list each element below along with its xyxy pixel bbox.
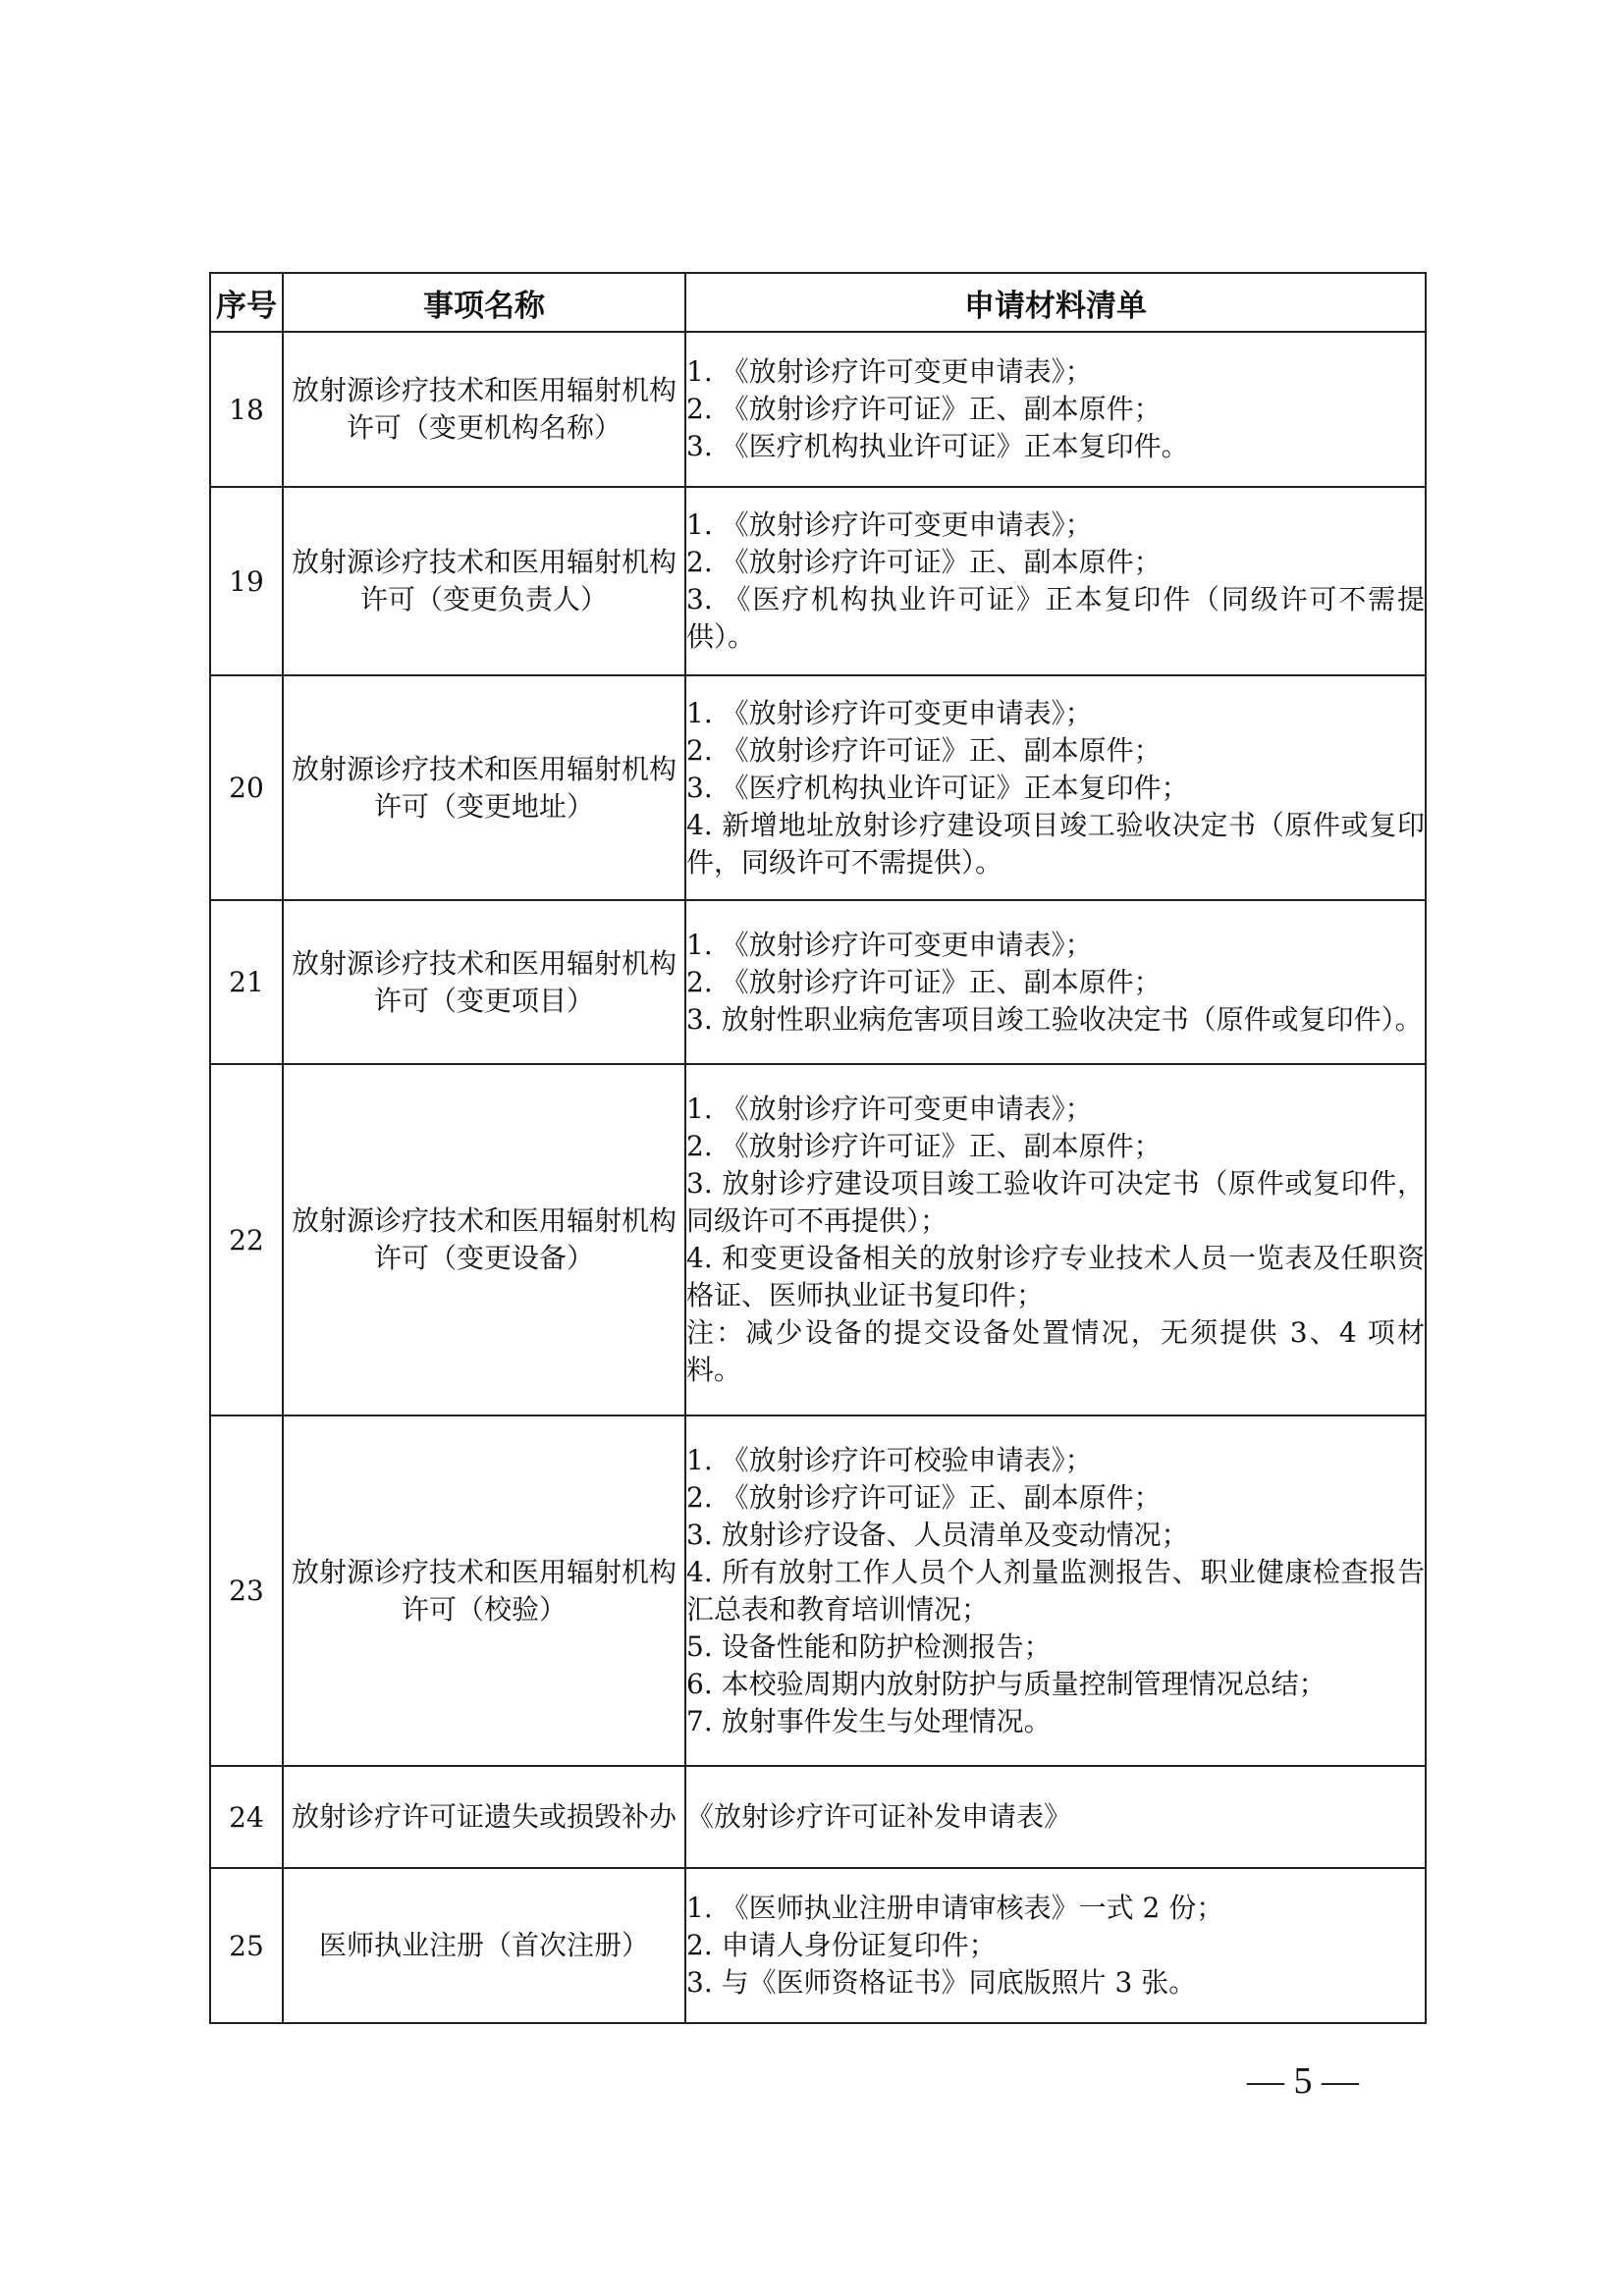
name-line: 机构许可（变更设备） bbox=[373, 1204, 677, 1274]
table-row bbox=[210, 332, 1426, 487]
material-line: 2. 申请人身份证复印件； bbox=[686, 1929, 997, 1961]
material-line: 5. 设备性能和防护检测报告； bbox=[686, 1629, 1052, 1663]
name-line: （首次注册） bbox=[484, 1929, 650, 1961]
header-name: 事项名称 bbox=[283, 273, 685, 332]
row-no: 24 bbox=[210, 1766, 283, 1868]
header-materials: 申请材料清单 bbox=[685, 273, 1426, 332]
table-row bbox=[210, 1766, 1426, 1868]
materials-table bbox=[209, 272, 1427, 2024]
name-line: 机构许可（变更项目） bbox=[373, 946, 677, 1017]
material-line: 1. 《放射诊疗许可变更申请表》； bbox=[686, 696, 1093, 729]
row-name bbox=[283, 1868, 685, 2023]
name-line: 放射源诊疗技术和医用辐射 bbox=[291, 546, 622, 578]
row-no: 25 bbox=[210, 1868, 283, 2023]
header-no: 序号 bbox=[210, 273, 283, 332]
row-name bbox=[283, 900, 685, 1064]
material-line: 1. 《放射诊疗许可变更申请表》； bbox=[686, 355, 1093, 388]
material-line: 3. 放射诊疗建设项目竣工验收许可决定书（原件或复印件，同级许可不再提供）； bbox=[686, 1167, 1425, 1237]
material-line: 2. 《放射诊疗许可证》正、副本原件； bbox=[686, 1130, 1162, 1162]
material-line: 2. 《放射诊疗许可证》正、副本原件； bbox=[686, 1480, 1162, 1514]
table-row bbox=[210, 487, 1426, 675]
table-row bbox=[210, 1415, 1426, 1766]
row-materials bbox=[685, 1415, 1426, 1766]
table-row bbox=[210, 1064, 1426, 1415]
material-line: 3. 《医疗机构执业许可证》正本复印件； bbox=[686, 771, 1189, 804]
material-line: 《放射诊疗许可证补发申请表》 bbox=[686, 1800, 1072, 1833]
row-name bbox=[283, 675, 685, 900]
name-line: 医师执业注册 bbox=[318, 1929, 484, 1961]
material-line: 3. 与《医师资格证书》同底版照片 3 张。 bbox=[686, 1966, 1197, 1999]
material-line: 1. 《放射诊疗许可变更申请表》； bbox=[686, 928, 1093, 961]
material-line: 2. 《放射诊疗许可证》正、副本原件； bbox=[686, 393, 1162, 425]
row-name bbox=[283, 1064, 685, 1415]
name-line: 放射源诊疗技术和医用辐射 bbox=[291, 374, 622, 406]
material-line: 1. 《放射诊疗许可变更申请表》； bbox=[686, 1093, 1093, 1125]
row-materials bbox=[685, 675, 1426, 900]
name-line: 机构许可（变更地址） bbox=[373, 752, 677, 823]
name-line: 放射源诊疗技术和医用辐射 bbox=[291, 946, 622, 980]
row-materials bbox=[685, 1064, 1426, 1415]
row-materials bbox=[685, 487, 1426, 675]
table-header-row bbox=[210, 273, 1426, 332]
table-row bbox=[210, 900, 1426, 1064]
name-line: 遗失或损毁补办 bbox=[484, 1800, 677, 1833]
material-line: 4. 新增地址放射诊疗建设项目竣工验收决定书（原件或复印件，同级许可不需提供）。 bbox=[686, 808, 1425, 879]
material-line: 2. 《放射诊疗许可证》正、副本原件； bbox=[686, 546, 1162, 578]
material-line: 1. 《放射诊疗许可校验申请表》； bbox=[686, 1443, 1093, 1476]
material-line: 1. 《放射诊疗许可变更申请表》； bbox=[686, 508, 1093, 541]
material-line: 3. 放射性职业病危害项目竣工验收决定书（原件或复印件）。 bbox=[686, 1002, 1423, 1036]
material-line: 4. 所有放射工作人员个人剂量监测报告、职业健康检查报告汇总表和教育培训情况； bbox=[686, 1555, 1425, 1626]
row-no: 22 bbox=[210, 1064, 283, 1415]
row-name bbox=[283, 1766, 685, 1868]
row-no: 19 bbox=[210, 487, 283, 675]
material-line: 3. 放射诊疗设备、人员清单及变动情况； bbox=[686, 1518, 1189, 1551]
material-line: 2. 《放射诊疗许可证》正、副本原件； bbox=[686, 965, 1162, 998]
row-name bbox=[283, 332, 685, 487]
material-line: 3. 《医疗机构执业许可证》正本复印件。 bbox=[686, 430, 1189, 462]
material-note: 注：减少设备的提交设备处置情况，无须提供 3、4 项材料。 bbox=[686, 1316, 1425, 1386]
name-line: 机构许可（校验） bbox=[401, 1555, 677, 1626]
row-no: 21 bbox=[210, 900, 283, 1064]
row-materials bbox=[685, 1766, 1426, 1868]
name-line: 放射诊疗许可证 bbox=[291, 1800, 484, 1833]
table-row bbox=[210, 675, 1426, 900]
row-no: 23 bbox=[210, 1415, 283, 1766]
material-line: 4. 和变更设备相关的放射诊疗专业技术人员一览表及任职资格证、医师执业证书复印件； bbox=[686, 1242, 1425, 1311]
page-number: — 5 — bbox=[1247, 2060, 1359, 2102]
name-line: 放射源诊疗技术和医用辐射 bbox=[291, 752, 622, 785]
row-no: 20 bbox=[210, 675, 283, 900]
row-name bbox=[283, 1415, 685, 1766]
row-materials bbox=[685, 900, 1426, 1064]
material-line: 7. 放射事件发生与处理情况。 bbox=[686, 1704, 1052, 1737]
name-line: 机构许可（变更机构名称） bbox=[346, 374, 677, 444]
name-line: 机构许可（变更负责人） bbox=[359, 546, 677, 615]
name-line: 放射源诊疗技术和医用辐射 bbox=[291, 1204, 622, 1237]
material-line: 3. 《医疗机构执业许可证》正本复印件（同级许可不需提供）。 bbox=[686, 583, 1425, 653]
material-line: 1. 《医师执业注册申请审核表》一式 2 份； bbox=[686, 1892, 1224, 1924]
row-materials bbox=[685, 1868, 1426, 2023]
row-name bbox=[283, 487, 685, 675]
table-row bbox=[210, 1868, 1426, 2023]
material-line: 2. 《放射诊疗许可证》正、副本原件； bbox=[686, 733, 1162, 767]
material-line: 6. 本校验周期内放射防护与质量控制管理情况总结； bbox=[686, 1667, 1326, 1700]
row-materials bbox=[685, 332, 1426, 487]
row-no: 18 bbox=[210, 332, 283, 487]
name-line: 放射源诊疗技术和医用辐射 bbox=[291, 1555, 622, 1588]
